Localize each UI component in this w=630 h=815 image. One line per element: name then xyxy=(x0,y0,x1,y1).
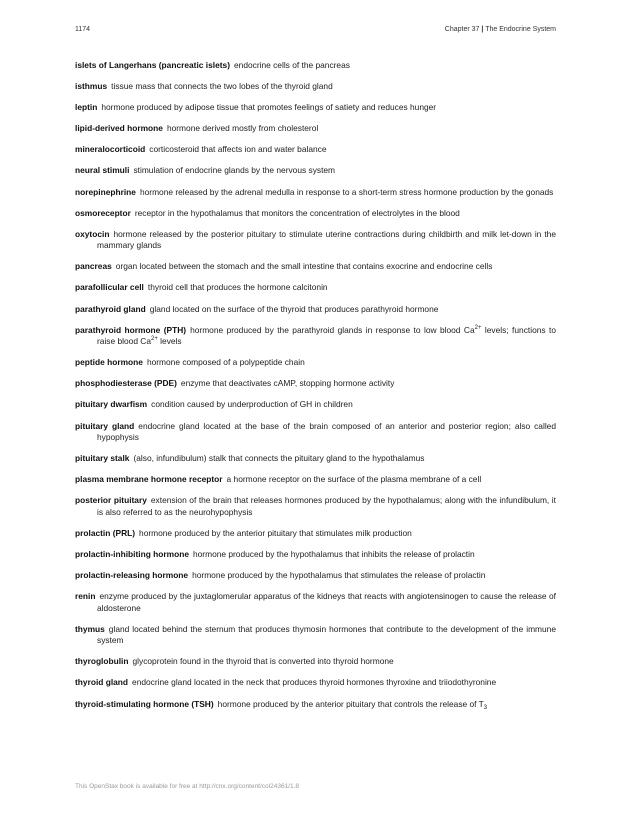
glossary-entry xyxy=(75,102,556,114)
glossary-term: neural stimuli xyxy=(75,165,130,176)
glossary-definition: hormone released by the posterior pituitary to stimulate uterine contractions during childbirth and milk let-down in the mammary glands xyxy=(97,228,556,251)
glossary-term: parafollicular cell xyxy=(75,282,144,293)
glossary-entry xyxy=(75,60,556,72)
glossary-entry xyxy=(75,304,556,316)
glossary-definition: endocrine gland located in the neck that produces thyroid hormones thyroxine and triiodothyronine xyxy=(132,677,497,688)
glossary-term: parathyroid gland xyxy=(75,303,146,314)
glossary-entry xyxy=(75,123,556,135)
glossary-definition: thyroid cell that produces the hormone calcitonin xyxy=(147,282,328,293)
glossary-term: pituitary gland xyxy=(75,420,135,431)
glossary-term: prolactin-releasing hormone xyxy=(75,570,189,581)
glossary-term: posterior pituitary xyxy=(75,495,147,506)
glossary-term: leptin xyxy=(75,102,98,113)
glossary-list xyxy=(75,60,556,720)
definition-text: levels; functions to raise blood Ca xyxy=(97,324,556,347)
glossary-entry xyxy=(75,549,556,561)
glossary-definition: stimulation of endocrine glands by the nervous system xyxy=(133,165,336,176)
page-header xyxy=(75,26,556,38)
glossary-term: islets of Langerhans (pancreatic islets) xyxy=(75,60,230,70)
glossary-definition: a hormone receptor on the surface of the plasma membrane of a cell xyxy=(226,474,482,485)
glossary-term: norepinephrine xyxy=(75,186,136,197)
glossary-definition: endocrine gland located at the base of the brain composed of an anterior and posterior region; also called hypophysis xyxy=(97,420,556,442)
glossary-term: prolactin (PRL) xyxy=(75,527,136,538)
glossary-definition xyxy=(218,699,487,709)
glossary-term: isthmus xyxy=(75,81,108,92)
glossary-term: thymus xyxy=(75,623,105,634)
glossary-entry xyxy=(75,474,556,486)
glossary-entry xyxy=(75,325,556,348)
glossary-entry xyxy=(75,208,556,220)
glossary-definition: extension of the brain that releases hormones produced by the hypothalamus; along with the infundibulum, it is also referred to as the neurohypophysis xyxy=(97,495,556,517)
glossary-entry xyxy=(75,453,556,465)
chapter-heading xyxy=(445,26,556,33)
glossary-definition: enzyme that deactivates cAMP, stopping hormone activity xyxy=(180,378,395,389)
glossary-term: plasma membrane hormone receptor xyxy=(75,474,223,485)
glossary-entry xyxy=(75,495,556,518)
glossary-term: osmoreceptor xyxy=(75,207,131,218)
glossary-definition: receptor in the hypothalamus that monitors the concentration of electrolytes in the blood xyxy=(134,207,460,218)
chapter-title: The Endocrine System xyxy=(485,26,556,33)
glossary-entry xyxy=(75,187,556,199)
glossary-definition: glycoprotein found in the thyroid that is converted into thyroid hormone xyxy=(132,656,394,667)
glossary-entry xyxy=(75,656,556,668)
chapter-label: Chapter 37 xyxy=(444,26,480,33)
glossary-definition: hormone produced by the hypothalamus that stimulates the release of prolactin xyxy=(192,570,486,581)
glossary-term: phosphodiesterase (PDE) xyxy=(75,378,177,389)
glossary-definition: (also, infundibulum) stalk that connects the pituitary gland to the hypothalamus xyxy=(133,453,425,464)
glossary-definition: hormone produced by the anterior pituitary that stimulates milk production xyxy=(139,527,412,538)
glossary-definition: tissue mass that connects the two lobes of the thyroid gland xyxy=(111,81,333,92)
glossary-term: thyroglobulin xyxy=(75,656,129,667)
glossary-definition: hormone released by the adrenal medulla in response to a short-term stress hormone production by the gonads xyxy=(139,186,554,197)
glossary-term: pituitary dwarfism xyxy=(75,399,148,410)
glossary-definition: hormone produced by adipose tissue that promotes feelings of satiety and reduces hunger xyxy=(101,102,437,113)
chapter-separator: | xyxy=(481,26,484,33)
glossary-entry xyxy=(75,528,556,540)
superscript-charge: 2+ xyxy=(474,324,482,331)
definition-text: levels xyxy=(157,336,182,347)
glossary-entry xyxy=(75,570,556,582)
glossary-term: renin xyxy=(75,591,96,602)
glossary-entry xyxy=(75,282,556,294)
glossary-definition: endocrine cells of the pancreas xyxy=(234,60,350,70)
page-number: 1174 xyxy=(75,26,91,33)
subscript-number: 3 xyxy=(483,704,488,711)
glossary-term: pituitary stalk xyxy=(75,453,130,464)
glossary-definition: enzyme produced by the juxtaglomerular apparatus of the kidneys that reacts with angiotensinogen to cause the release of aldosterone xyxy=(97,591,556,613)
glossary-term: thyroid-stimulating hormone (TSH) xyxy=(75,698,214,709)
superscript-charge: 2+ xyxy=(151,336,158,343)
glossary-entry xyxy=(75,677,556,689)
page-footer: This OpenStax book is available for free at http://cnx.org/content/col24361/1.8 xyxy=(75,783,300,790)
glossary-entry xyxy=(75,357,556,369)
glossary-term: lipid-derived hormone xyxy=(75,123,163,134)
glossary-entry xyxy=(75,261,556,273)
glossary-term: mineralocorticoid xyxy=(75,144,146,155)
definition-text: hormone produced by the parathyroid glands in response to low blood Ca xyxy=(190,324,475,335)
glossary-term: thyroid gland xyxy=(75,677,129,688)
glossary-definition: condition caused by underproduction of GH in children xyxy=(151,399,353,410)
glossary-entry xyxy=(75,144,556,156)
glossary-entry xyxy=(75,378,556,390)
glossary-entry xyxy=(75,591,556,614)
glossary-term: prolactin-inhibiting hormone xyxy=(75,548,189,559)
glossary-definition: corticosteroid that affects ion and water balance xyxy=(149,144,327,155)
glossary-term: oxytocin xyxy=(75,228,110,239)
glossary-entry xyxy=(75,699,556,711)
glossary-term: parathyroid hormone (PTH) xyxy=(75,324,187,335)
glossary-entry xyxy=(75,165,556,177)
glossary-entry xyxy=(75,229,556,252)
glossary-definition: gland located on the surface of the thyroid that produces parathyroid hormone xyxy=(149,303,439,314)
glossary-definition: organ located between the stomach and the small intestine that contains exocrine and endocrine cells xyxy=(115,261,493,272)
glossary-entry xyxy=(75,624,556,647)
glossary-definition: hormone produced by the hypothalamus that inhibits the release of prolactin xyxy=(192,548,475,559)
glossary-entry xyxy=(75,421,556,444)
glossary-entry xyxy=(75,81,556,93)
glossary-definition: gland located behind the sternum that produces thymosin hormones that contribute to the development of the immune system xyxy=(97,623,556,646)
glossary-entry xyxy=(75,399,556,411)
glossary-term: peptide hormone xyxy=(75,357,143,368)
glossary-definition: hormone composed of a polypeptide chain xyxy=(146,357,305,368)
glossary-definition: hormone derived mostly from cholesterol xyxy=(166,123,319,134)
definition-text: hormone produced by the anterior pituitary that controls the release of T xyxy=(217,698,484,709)
glossary-term: pancreas xyxy=(75,261,112,272)
